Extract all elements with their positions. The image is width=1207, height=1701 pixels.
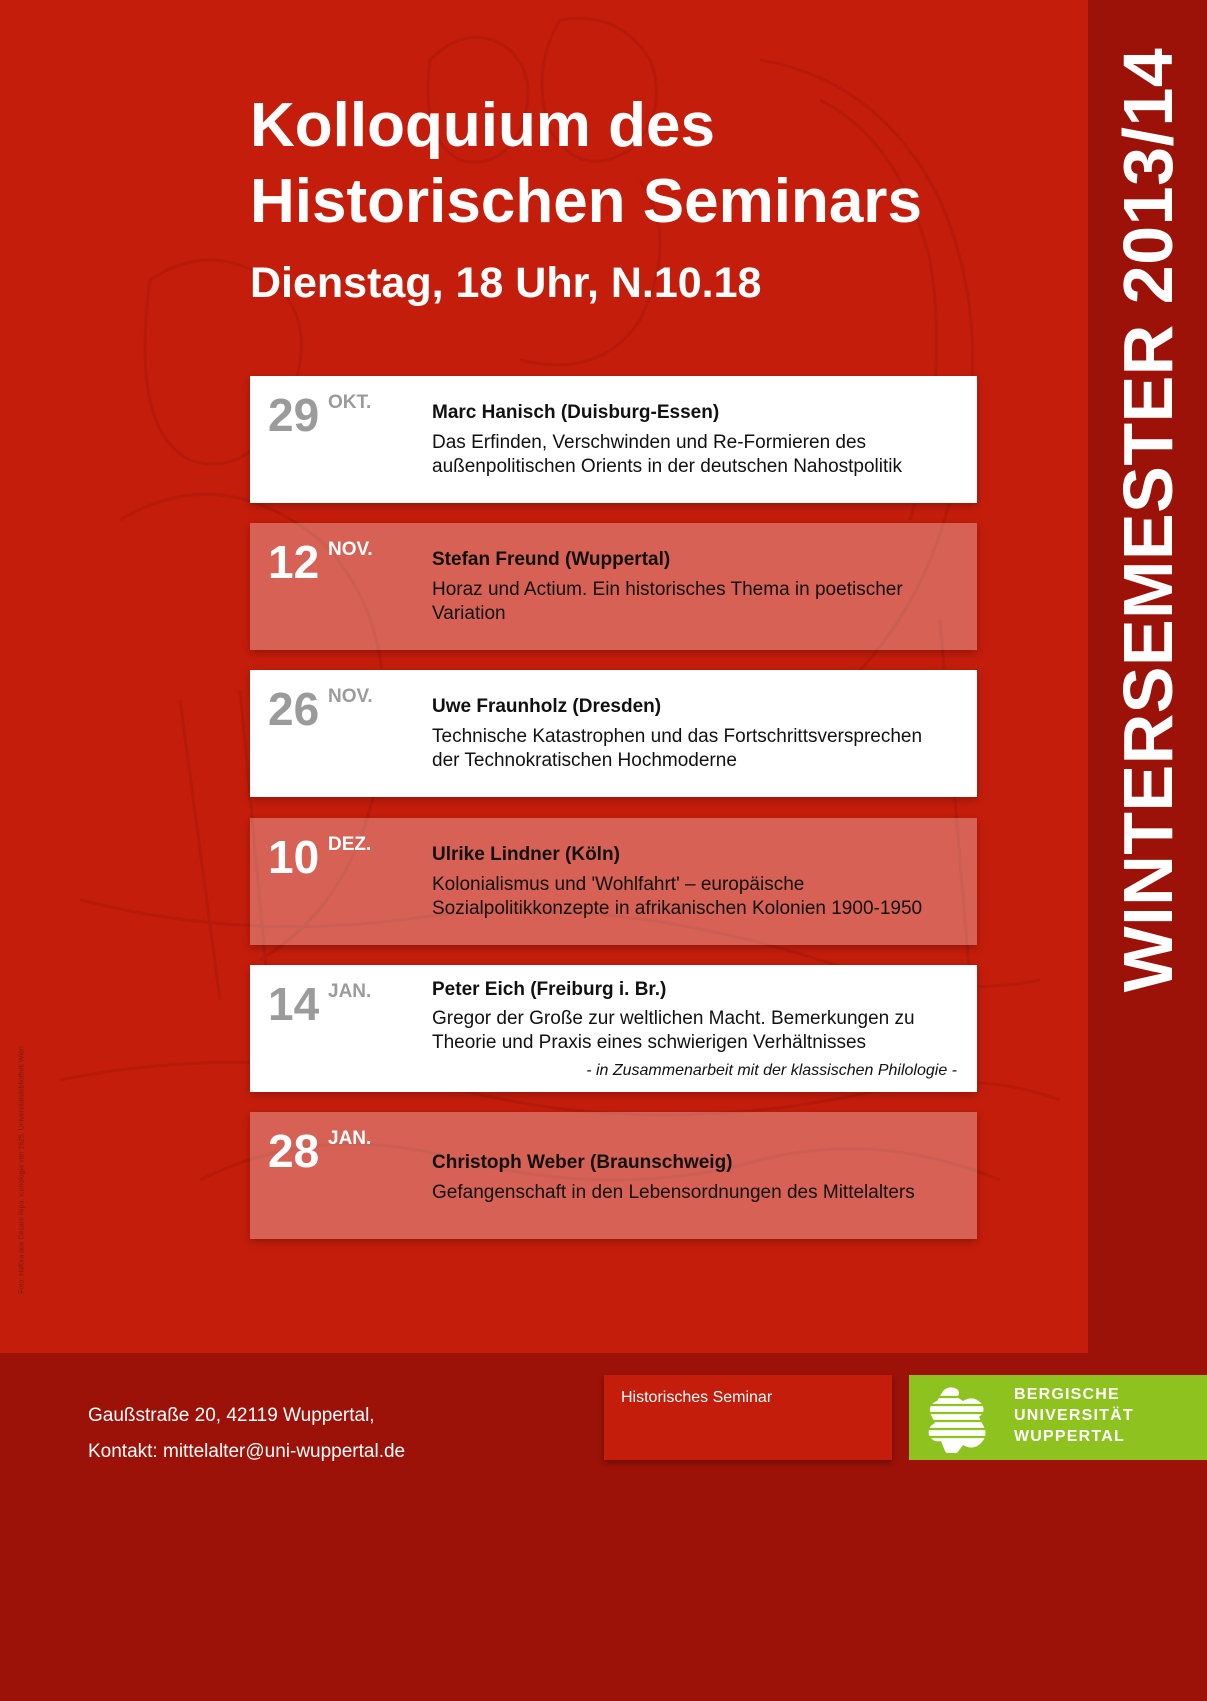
university-name-line: WUPPERTAL [1014, 1428, 1125, 1445]
session-talk: Horaz und Actium. Ein historisches Thema in poetischer Variation [432, 579, 903, 624]
session-card [250, 1112, 977, 1239]
schedule-subtitle: Dienstag, 18 Uhr, N.10.18 [250, 259, 762, 307]
session-card [250, 818, 977, 945]
session-talk: Technische Katastrophen und das Fortschrittsversprechen der Technokratischen Hochmoderne [432, 726, 923, 771]
footer-address [88, 1398, 405, 1470]
session-talk: Kolonialismus und 'Wohlfahrt' – europäische Sozialpolitikkonzepte in afrikanischen Kolonien 1900-1950 [432, 874, 923, 919]
session-day: 29 [268, 389, 320, 441]
session-card [250, 965, 977, 1092]
session-day: 14 [268, 978, 320, 1030]
university-logo-box [909, 1375, 1207, 1460]
session-month: OKT. [328, 392, 372, 413]
session-speaker: Ulrike Lindner (Köln) [432, 844, 620, 865]
session-talk: Gefangenschaft in den Lebensordnungen des Mittelalters [432, 1182, 915, 1203]
session-speaker: Uwe Fraunholz (Dresden) [432, 696, 662, 717]
session-month: NOV. [328, 686, 373, 707]
university-name-line: BERGISCHE [1014, 1386, 1120, 1403]
department-label: Historisches Seminar [621, 1389, 773, 1406]
session-note: - in Zusammenarbeit mit der klassischen Philologie - [586, 1062, 957, 1079]
session-talk: Gregor der Große zur weltlichen Macht. Bemerkungen zu Theorie und Praxis eines schwierigen Verhältnisses [432, 1008, 915, 1053]
session-speaker: Peter Eich (Freiburg i. Br.) [432, 979, 667, 1000]
session-talk: Das Erfinden, Verschwinden und Re-Formieren des außenpolitischen Orients in der deutschen Nahostpolitik [432, 432, 902, 477]
session-speaker: Stefan Freund (Wuppertal) [432, 549, 671, 570]
photo-credit: Foto: Hafora aus Cesare Ripa, Iconologia von 1625, Universitätsbibliothek Wien [18, 1046, 26, 1294]
semester-label: WINTERSEMESTER 2013/14 [1109, 47, 1187, 993]
session-day: 12 [268, 536, 320, 588]
session-speaker: Marc Hanisch (Duisburg-Essen) [432, 402, 720, 423]
session-day: 28 [268, 1125, 320, 1177]
colloquium-title: Kolloquium des Historischen Seminars [250, 91, 922, 236]
university-name-line: UNIVERSITÄT [1014, 1407, 1134, 1424]
session-card [250, 670, 977, 797]
department-box [604, 1375, 892, 1460]
session-day: 10 [268, 831, 320, 883]
session-month: JAN. [328, 1128, 372, 1149]
session-speaker: Christoph Weber (Braunschweig) [432, 1152, 733, 1173]
lion-logo-icon [923, 1383, 995, 1453]
address-line: Gaußstraße 20, 42119 Wuppertal, [88, 1405, 375, 1426]
session-day: 26 [268, 683, 320, 735]
session-month: DEZ. [328, 834, 372, 855]
session-card [250, 523, 977, 650]
session-month: JAN. [328, 981, 372, 1002]
session-month: NOV. [328, 539, 373, 560]
contact-line[interactable]: Kontakt: mittelalter@uni-wuppertal.de [88, 1441, 406, 1462]
session-card [250, 376, 977, 503]
